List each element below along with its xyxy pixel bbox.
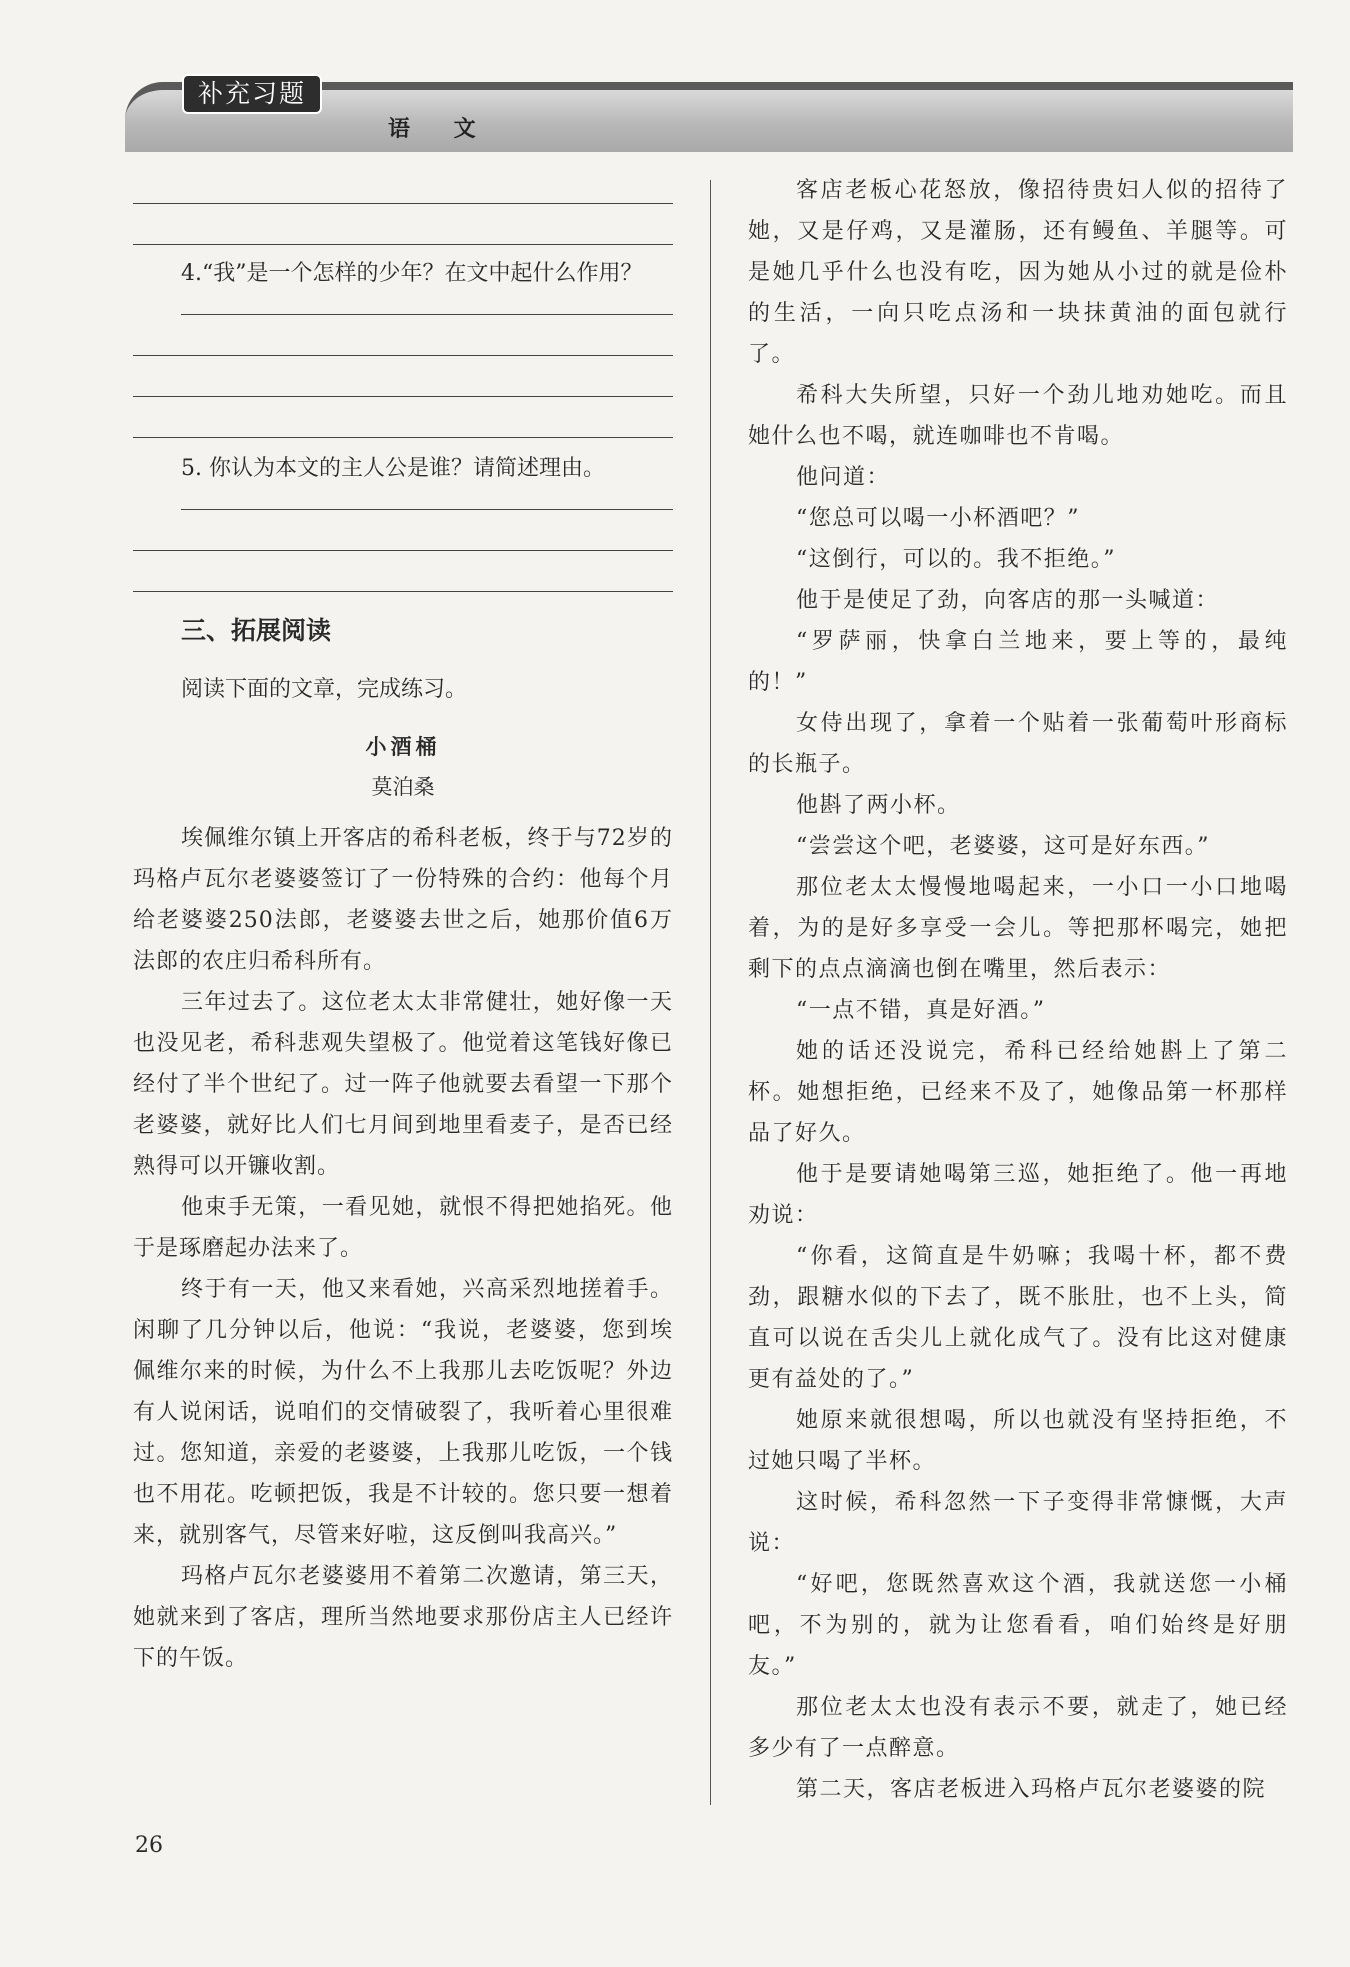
answer-line [133,591,673,592]
section-title: 三、拓展阅读 [181,616,332,645]
story-paragraph: 那位老太太也没有表示不要，就走了，她已经多少有了一点醉意。 [748,1695,1288,1761]
story-paragraph: 客店老板心花怒放，像招待贵妇人似的招待了她，又是仔鸡，又是灌肠，还有鳗鱼、羊腿等。可是她几乎什么也没有吃，因为她从小过的就是俭朴的生活，一向只吃点汤和一块抹黄油的面包就行了。 [748,178,1288,367]
story-paragraph: 他于是使足了劲，向客店的那一头喊道： [796,588,1220,613]
question-4: 4.“我”是一个怎样的少年？在文中起什么作用？ [181,261,643,286]
story-paragraph: 终于有一天，他又来看她，兴高采烈地搓着手。闲聊了几分钟以后，他说：“我说，老婆婆，您到埃佩维尔来的时候，为什么不上我那儿去吃饭呢？外边有人说闲话，说咱们的交情破裂了，我听着心里很难过。您知道，亲爱的老婆婆，上我那儿吃饭，一个钱也不用花。吃顿把饭，我是不计较的。您只要一想着来，就别客气，尽管来好啦，这反倒叫我高兴。” [133,1277,673,1548]
story-paragraph: 玛格卢瓦尔老婆婆用不着第二次邀请，第三天，她就来到了客店，理所当然地要求那份店主人已经许下的午饭。 [133,1564,673,1671]
question-5: 5. 你认为本文的主人公是谁？请简述理由。 [181,456,605,481]
answer-line [181,314,673,315]
story-paragraph: “尝尝这个吧，老婆婆，这可是好东西。” [796,834,1210,859]
section-instruction: 阅读下面的文章，完成练习。 [181,677,468,702]
story-paragraph: 这时候，希科忽然一下子变得非常慷慨，大声说： [748,1490,1288,1556]
answer-line [133,396,673,397]
story-paragraph: “一点不错，真是好酒。” [796,998,1046,1023]
answer-line [133,355,673,356]
answer-line [133,244,673,245]
story-paragraph: 希科大失所望，只好一个劲儿地劝她吃。而且她什么也不喝，就连咖啡也不肯喝。 [748,383,1288,449]
story-paragraph: “好吧，您既然喜欢这个酒，我就送您一小桶吧，不为别的，就为让您看看，咱们始终是好朋友。” [748,1572,1288,1679]
header-subject: 语 文 [388,117,494,142]
story-paragraph: 三年过去了。这位老太太非常健壮，她好像一天也没见老，希科悲观失望极了。他觉着这笔钱好像已经付了半个世纪了。过一阵子他就要去看望一下那个老婆婆，就好比人们七月间到地里看麦子，是否已经熟得可以开镰收割。 [133,990,673,1179]
story-paragraph: 第二天，客店老板进入玛格卢瓦尔老婆婆的院 [796,1777,1267,1802]
story-paragraph: “这倒行，可以的。我不拒绝。” [796,547,1116,572]
story-paragraph: 他束手无策，一看见她，就恨不得把她掐死。他于是琢磨起办法来了。 [133,1195,673,1261]
story-paragraph: 他于是要请她喝第三巡，她拒绝了。他一再地劝说： [748,1162,1288,1228]
story-paragraph: 他斟了两小杯。 [796,793,961,818]
story-paragraph: “您总可以喝一小杯酒吧？” [796,506,1080,531]
story-paragraph: 她原来就很想喝，所以也就没有坚持拒绝，不过她只喝了半杯。 [748,1408,1288,1474]
right-column [748,170,1288,1810]
story-title: 小酒桶 [365,734,441,759]
answer-line [133,550,673,551]
left-column [133,180,673,1679]
story-author: 莫泊桑 [371,775,435,799]
answer-line [181,509,673,510]
page-number: 26 [135,1833,163,1858]
answer-line [133,437,673,438]
story-paragraph: 那位老太太慢慢地喝起来，一小口一小口地喝着，为的是好多享受一会儿。等把那杯喝完，她把剩下的点点滴滴也倒在嘴里，然后表示： [748,875,1288,982]
header-tab-label: 补充习题 [182,74,322,114]
story-paragraph: 她的话还没说完，希科已经给她斟上了第二杯。她想拒绝，已经来不及了，她像品第一杯那样品了好久。 [748,1039,1288,1146]
answer-line [133,203,673,204]
story-paragraph: 埃佩维尔镇上开客店的希科老板，终于与72岁的玛格卢瓦尔老婆婆签订了一份特殊的合约：他每个月给老婆婆250法郎，老婆婆去世之后，她那价值6万法郎的农庄归希科所有。 [133,826,673,974]
story-paragraph: “罗萨丽，快拿白兰地来，要上等的，最纯的！” [748,629,1288,695]
story-paragraph: “你看，这简直是牛奶嘛；我喝十杯，都不费劲，跟糖水似的下去了，既不胀肚，也不上头，简直可以说在舌尖儿上就化成气了。没有比这对健康更有益处的了。” [748,1244,1288,1392]
column-divider [710,180,711,1805]
story-paragraph: 他问道： [796,465,891,490]
story-paragraph: 女侍出现了，拿着一个贴着一张葡萄叶形商标的长瓶子。 [748,711,1288,777]
